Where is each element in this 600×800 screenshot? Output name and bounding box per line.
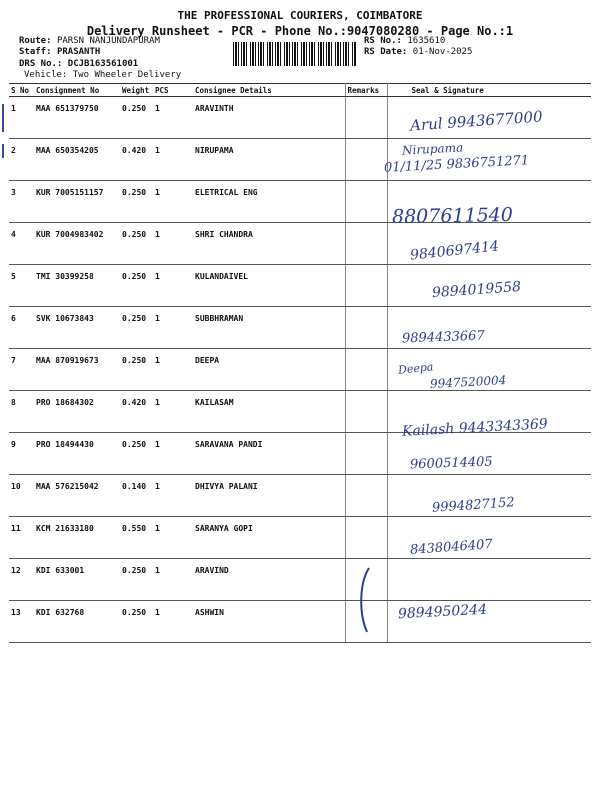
staff-label: Staff: bbox=[19, 47, 52, 57]
cell-consignment: MAA 870919673 bbox=[34, 349, 120, 391]
cell-sno: 2 bbox=[9, 139, 34, 181]
cell-sno: 12 bbox=[9, 559, 34, 601]
route-line bbox=[19, 36, 160, 46]
cell-remarks bbox=[345, 307, 387, 349]
cell-pcs: 1 bbox=[153, 97, 193, 139]
cell-weight: 0.250 bbox=[120, 97, 153, 139]
signature-5: 9894019558 bbox=[431, 278, 522, 302]
cell-remarks bbox=[345, 517, 387, 559]
ink-bracket-stroke bbox=[355, 566, 375, 636]
rs-no-label: RS No.: bbox=[364, 36, 402, 46]
document-title: THE PROFESSIONAL COURIERS, COIMBATORE bbox=[177, 9, 423, 22]
signature-3: 8807611540 bbox=[391, 203, 514, 229]
drs-barcode bbox=[233, 42, 357, 66]
signature-10: 9994827152 bbox=[431, 495, 516, 516]
col-weight-header: Weight bbox=[120, 84, 153, 97]
table-row bbox=[9, 433, 591, 475]
cell-remarks bbox=[345, 139, 387, 181]
cell-weight: 0.250 bbox=[120, 559, 153, 601]
cell-consignee: SHRI CHANDRA bbox=[193, 223, 345, 265]
cell-remarks bbox=[345, 181, 387, 223]
table-row bbox=[9, 601, 591, 643]
cell-consignee: ELETRICAL ENG bbox=[193, 181, 345, 223]
cell-weight: 0.420 bbox=[120, 139, 153, 181]
cell-sno: 10 bbox=[9, 475, 34, 517]
col-pcs-header: PCS bbox=[153, 84, 193, 97]
rs-date-line bbox=[364, 47, 472, 57]
signature-8: Kailash 9443343369 bbox=[401, 416, 549, 440]
table-row bbox=[9, 223, 591, 265]
cell-consignment: PRO 18684302 bbox=[34, 391, 120, 433]
cell-consignee: ARAVINTH bbox=[193, 97, 345, 139]
cell-consignee: DHIVYA PALANI bbox=[193, 475, 345, 517]
col-consignee-header: Consignee Details bbox=[193, 84, 345, 97]
cell-sno: 11 bbox=[9, 517, 34, 559]
cell-pcs: 1 bbox=[153, 601, 193, 643]
cell-pcs: 1 bbox=[153, 307, 193, 349]
drs-line bbox=[19, 59, 138, 69]
rs-date-value: 01-Nov-2025 bbox=[412, 47, 473, 57]
cell-consignment: SVK 10673843 bbox=[34, 307, 120, 349]
cell-weight: 0.250 bbox=[120, 433, 153, 475]
signature-11: 8438046407 bbox=[409, 537, 494, 558]
rs-date-label: RS Date: bbox=[364, 47, 408, 57]
cell-weight: 0.250 bbox=[120, 307, 153, 349]
document-subtitle: Delivery Runsheet - PCR - Phone No.:9047080280 - Page No.:1 bbox=[86, 24, 514, 38]
col-remarks-header: Remarks bbox=[345, 84, 387, 97]
cell-remarks bbox=[345, 475, 387, 517]
cell-sno: 9 bbox=[9, 433, 34, 475]
cell-consignment: MAA 651379750 bbox=[34, 97, 120, 139]
cell-consignment: MAA 576215042 bbox=[34, 475, 120, 517]
cell-remarks bbox=[345, 349, 387, 391]
vehicle-line: Vehicle: Two Wheeler Delivery bbox=[24, 70, 182, 80]
rs-no-line bbox=[364, 36, 445, 46]
cell-weight: 0.250 bbox=[120, 349, 153, 391]
cell-weight: 0.420 bbox=[120, 391, 153, 433]
cell-consignment: PRO 18494430 bbox=[34, 433, 120, 475]
col-sno-header: S No bbox=[9, 84, 34, 97]
cell-sno: 6 bbox=[9, 307, 34, 349]
cell-pcs: 1 bbox=[153, 559, 193, 601]
cell-remarks bbox=[345, 97, 387, 139]
table-row bbox=[9, 307, 591, 349]
cell-consignment: KUR 7005151157 bbox=[34, 181, 120, 223]
cell-sno: 8 bbox=[9, 391, 34, 433]
drs-value: DCJB163561001 bbox=[67, 59, 139, 69]
signature-7-name: Deepa bbox=[397, 360, 435, 377]
cell-signature bbox=[387, 559, 591, 601]
cell-remarks bbox=[345, 265, 387, 307]
cell-consignee: SUBBHRAMAN bbox=[193, 307, 345, 349]
signature-2-phone: 01/11/25 9836751271 bbox=[383, 153, 530, 176]
cell-pcs: 1 bbox=[153, 181, 193, 223]
cell-remarks bbox=[345, 433, 387, 475]
signature-4: 9840697414 bbox=[409, 238, 500, 264]
cell-consignment: MAA 650354205 bbox=[34, 139, 120, 181]
cell-sno: 5 bbox=[9, 265, 34, 307]
cell-pcs: 1 bbox=[153, 517, 193, 559]
cell-consignee: DEEPA bbox=[193, 349, 345, 391]
cell-consignment: TMI 30399258 bbox=[34, 265, 120, 307]
signature-6: 9894433667 bbox=[401, 328, 485, 347]
table-header-row bbox=[9, 84, 591, 97]
cell-remarks bbox=[345, 391, 387, 433]
signature-1: Arul 9943677000 bbox=[409, 107, 544, 135]
cell-weight: 0.250 bbox=[120, 601, 153, 643]
table-row bbox=[9, 517, 591, 559]
cell-pcs: 1 bbox=[153, 391, 193, 433]
cell-weight: 0.250 bbox=[120, 181, 153, 223]
rs-no-value: 1635610 bbox=[407, 36, 446, 46]
signature-13: 9894950244 bbox=[397, 601, 488, 623]
cell-weight: 0.250 bbox=[120, 223, 153, 265]
cell-pcs: 1 bbox=[153, 349, 193, 391]
staff-value: PRASANTH bbox=[56, 47, 101, 57]
margin-ink-mark bbox=[2, 104, 4, 132]
cell-pcs: 1 bbox=[153, 139, 193, 181]
cell-weight: 0.550 bbox=[120, 517, 153, 559]
cell-consignment: KDI 633001 bbox=[34, 559, 120, 601]
cell-sno: 4 bbox=[9, 223, 34, 265]
cell-consignment: KUR 7004983402 bbox=[34, 223, 120, 265]
col-signature-header: Seal & Signature bbox=[387, 84, 591, 97]
cell-pcs: 1 bbox=[153, 265, 193, 307]
cell-weight: 0.140 bbox=[120, 475, 153, 517]
table-row bbox=[9, 559, 591, 601]
cell-consignment: KCM 21633180 bbox=[34, 517, 120, 559]
cell-consignee: ARAVIND bbox=[193, 559, 345, 601]
cell-weight: 0.250 bbox=[120, 265, 153, 307]
col-consignment-header: Consignment No bbox=[34, 84, 120, 97]
cell-sno: 7 bbox=[9, 349, 34, 391]
margin-ink-mark bbox=[2, 144, 4, 158]
cell-consignee: SARANYA GOPI bbox=[193, 517, 345, 559]
cell-consignment: KDI 632768 bbox=[34, 601, 120, 643]
cell-sno: 13 bbox=[9, 601, 34, 643]
staff-line bbox=[19, 47, 100, 57]
signature-9: 9600514405 bbox=[409, 454, 493, 473]
cell-sno: 1 bbox=[9, 97, 34, 139]
signature-2-name: Nirupama bbox=[401, 140, 464, 158]
cell-pcs: 1 bbox=[153, 433, 193, 475]
cell-sno: 3 bbox=[9, 181, 34, 223]
cell-pcs: 1 bbox=[153, 223, 193, 265]
drs-label: DRS No.: bbox=[19, 59, 63, 69]
cell-consignee: NIRUPAMA bbox=[193, 139, 345, 181]
signature-7-phone: 9947520004 bbox=[429, 373, 507, 391]
cell-consignee: SARAVANA PANDI bbox=[193, 433, 345, 475]
cell-consignee: ASHWIN bbox=[193, 601, 345, 643]
cell-remarks bbox=[345, 223, 387, 265]
cell-consignee: KULANDAIVEL bbox=[193, 265, 345, 307]
route-label: Route: bbox=[19, 36, 52, 46]
cell-pcs: 1 bbox=[153, 475, 193, 517]
cell-consignee: KAILASAM bbox=[193, 391, 345, 433]
route-value: PARSN NANJUNDAPURAM bbox=[56, 36, 160, 46]
